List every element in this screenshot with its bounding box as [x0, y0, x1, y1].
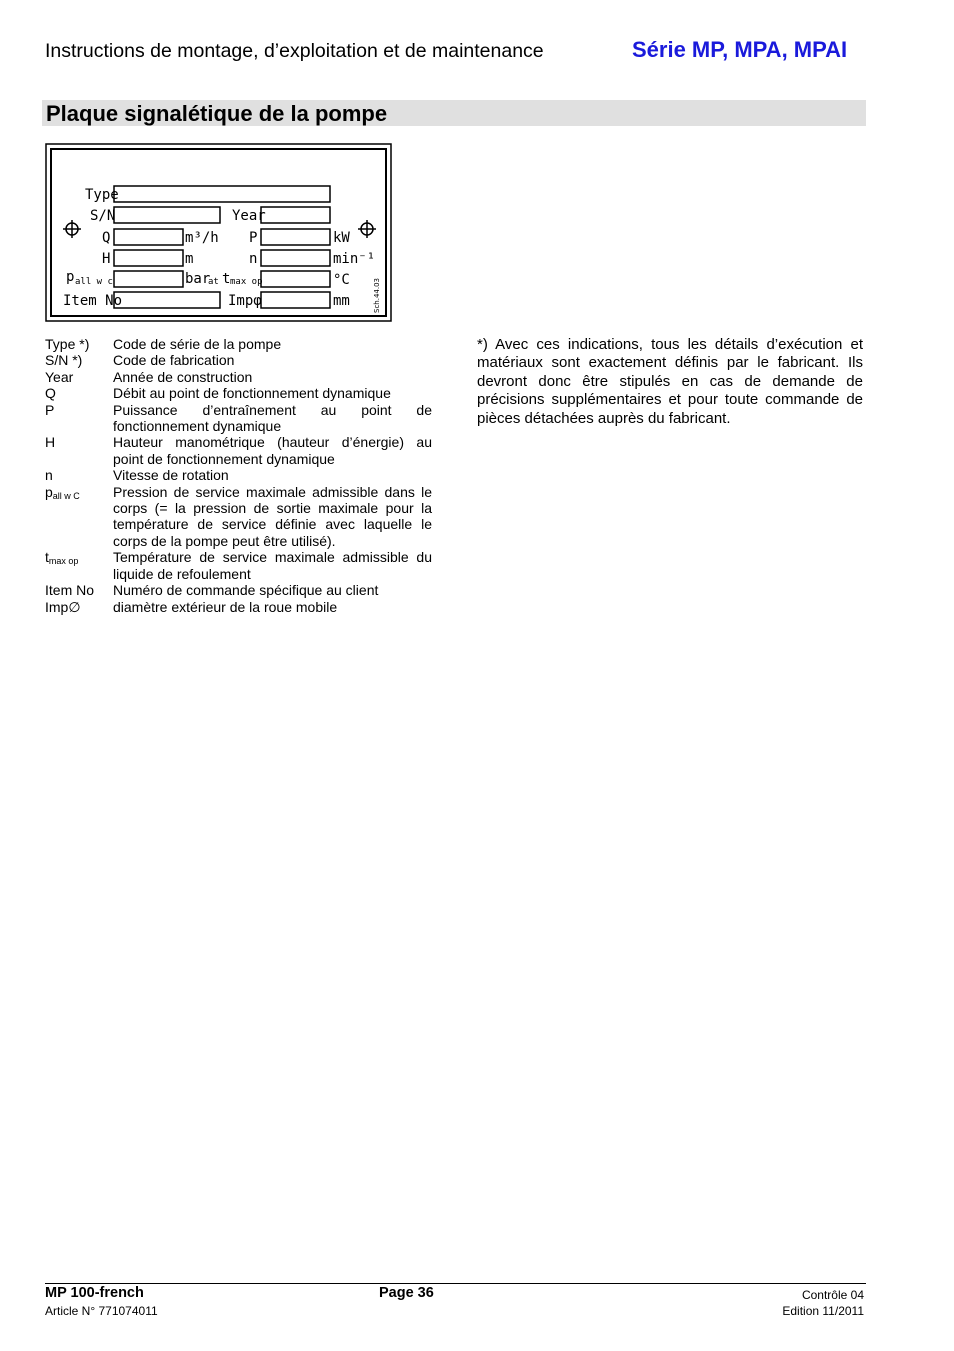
impeller-field [261, 292, 330, 308]
legend-term [45, 352, 113, 368]
legend-row [45, 549, 432, 582]
legend-definition: Température de service maximale admissible du liquide de refoulement [113, 549, 432, 582]
legend-term-subscript: max op [48, 556, 79, 567]
legend-definition: Code de fabrication [113, 352, 235, 369]
header-series-title: Série MP, MPA, MPAI [632, 37, 848, 62]
sn-field [114, 207, 220, 223]
legend-term [45, 402, 113, 435]
legend-definition: Numéro de commande spécifique au client [113, 582, 379, 599]
legend-definition: Code de série de la pompe [113, 336, 282, 352]
type-field [114, 186, 330, 202]
legend-row [45, 484, 432, 550]
legend-row [45, 336, 432, 352]
legend-term [45, 467, 113, 483]
legend-definition: Vitesse de rotation [113, 467, 229, 484]
plate-label-type: Type [85, 187, 119, 203]
speed-field [261, 250, 330, 266]
legend-term [45, 582, 113, 598]
plate-label-imp: Impφ [228, 293, 262, 309]
legend-definition: Année de construction [113, 368, 253, 385]
legend-term-text: Imp∅ [45, 598, 81, 615]
legend-term-text: Q [45, 385, 56, 402]
legend-term [45, 484, 113, 550]
item-field [114, 292, 220, 308]
legend-row [45, 369, 432, 385]
legend-term-text: Item No [45, 582, 95, 599]
plate-label-q: Q [102, 230, 111, 246]
pump-nameplate-figure [45, 141, 395, 325]
footer-page-number: Page 36 [379, 1285, 434, 1301]
legend-term-text: Year [45, 368, 74, 385]
plate-unit-degc: °C [333, 272, 350, 288]
q-field [114, 229, 183, 245]
legend-term [45, 549, 113, 582]
legend-term-text: S/N *) [45, 352, 83, 369]
legend-row [45, 467, 432, 483]
header-left-title: Instructions de montage, d’exploitation et de maintenance [45, 40, 544, 62]
plate-unit-min: min⁻¹ [333, 251, 376, 267]
plate-label-p: p [66, 269, 75, 285]
plate-unit-kw: kW [333, 230, 350, 246]
legend-row [45, 385, 432, 401]
plate-label-sn: S/N [90, 208, 116, 224]
legend-term-text: P [45, 401, 55, 418]
legend-term [45, 385, 113, 401]
plate-label-year: Year [232, 208, 266, 224]
plate-unit-t-sub: max op [230, 277, 263, 287]
right-mounting-hole-icon [358, 220, 376, 238]
plate-label-item: Item No [63, 293, 123, 309]
legend-definition: Débit au point de fonctionnement dynamique [113, 385, 391, 402]
power-field [261, 229, 330, 245]
manufacturer-note: *) Avec ces indications, tous les détails d’exécution et matériaux sont exactement définis par le fabricant. Ils devront donc être stipulés en cas de demande de précisions supplémentaires et pour toute commande de pièces détachées auprès du fabricant. [477, 336, 863, 427]
section-title: Plaque signalétique de la pompe [46, 101, 388, 126]
legend-term-text: Type *) [45, 336, 90, 352]
plate-label-power: P [249, 230, 258, 246]
legend-row [45, 352, 432, 368]
legend-definition: Hauteur manométrique (hauteur d’énergie) au point de fonctionnement dynamique [113, 434, 432, 467]
legend-row [45, 582, 432, 598]
legend-term [45, 336, 113, 352]
plate-unit-t: t [222, 271, 231, 287]
legend-definition: diamètre extérieur de la roue mobile [113, 598, 338, 615]
legend-definition: Pression de service maximale admissible dans le corps (= la pression de sortie maximale pour la température de service définie avec laquelle le corps de la pompe peut être utilisé). [113, 483, 432, 549]
footer-control: Contrôle 04 [801, 1288, 864, 1302]
plate-drawing-code: Sch.44.03 [373, 278, 381, 313]
plate-unit-h: m [185, 251, 194, 267]
legend-term-text: t [45, 549, 49, 566]
legend-definition: Puissance d’entraînement au point de fonctionnement dynamique [113, 401, 432, 435]
legend-row [45, 599, 432, 615]
legend-term-text: H [45, 434, 56, 451]
legend-row [45, 434, 432, 467]
legend-row [45, 402, 432, 435]
footer-article-number: Article N° 771074011 [45, 1304, 158, 1318]
plate-unit-mm: mm [333, 293, 350, 309]
legend-term [45, 434, 113, 467]
plate-unit-bar: bar [185, 271, 211, 287]
footer-doc-title: MP 100-french [45, 1285, 144, 1301]
plate-label-n: n [249, 251, 258, 267]
legend-list [45, 336, 432, 615]
footer-divider [45, 1283, 866, 1284]
legend-term-subscript: all w C [52, 490, 80, 501]
plate-label-h: H [102, 251, 111, 267]
pressure-field [114, 271, 183, 287]
plate-unit-at: at [208, 277, 219, 287]
footer-edition: Edition 11/2011 [782, 1304, 864, 1318]
year-field [261, 207, 330, 223]
legend-term [45, 599, 113, 615]
left-mounting-hole-icon [63, 220, 81, 238]
temperature-field [261, 271, 330, 287]
legend-term [45, 369, 113, 385]
legend-term-text: p [45, 483, 53, 500]
plate-label-p-sub: all w c [75, 277, 113, 287]
plate-unit-q: m³/h [185, 230, 219, 246]
legend-term-text: n [45, 467, 53, 484]
h-field [114, 250, 183, 266]
